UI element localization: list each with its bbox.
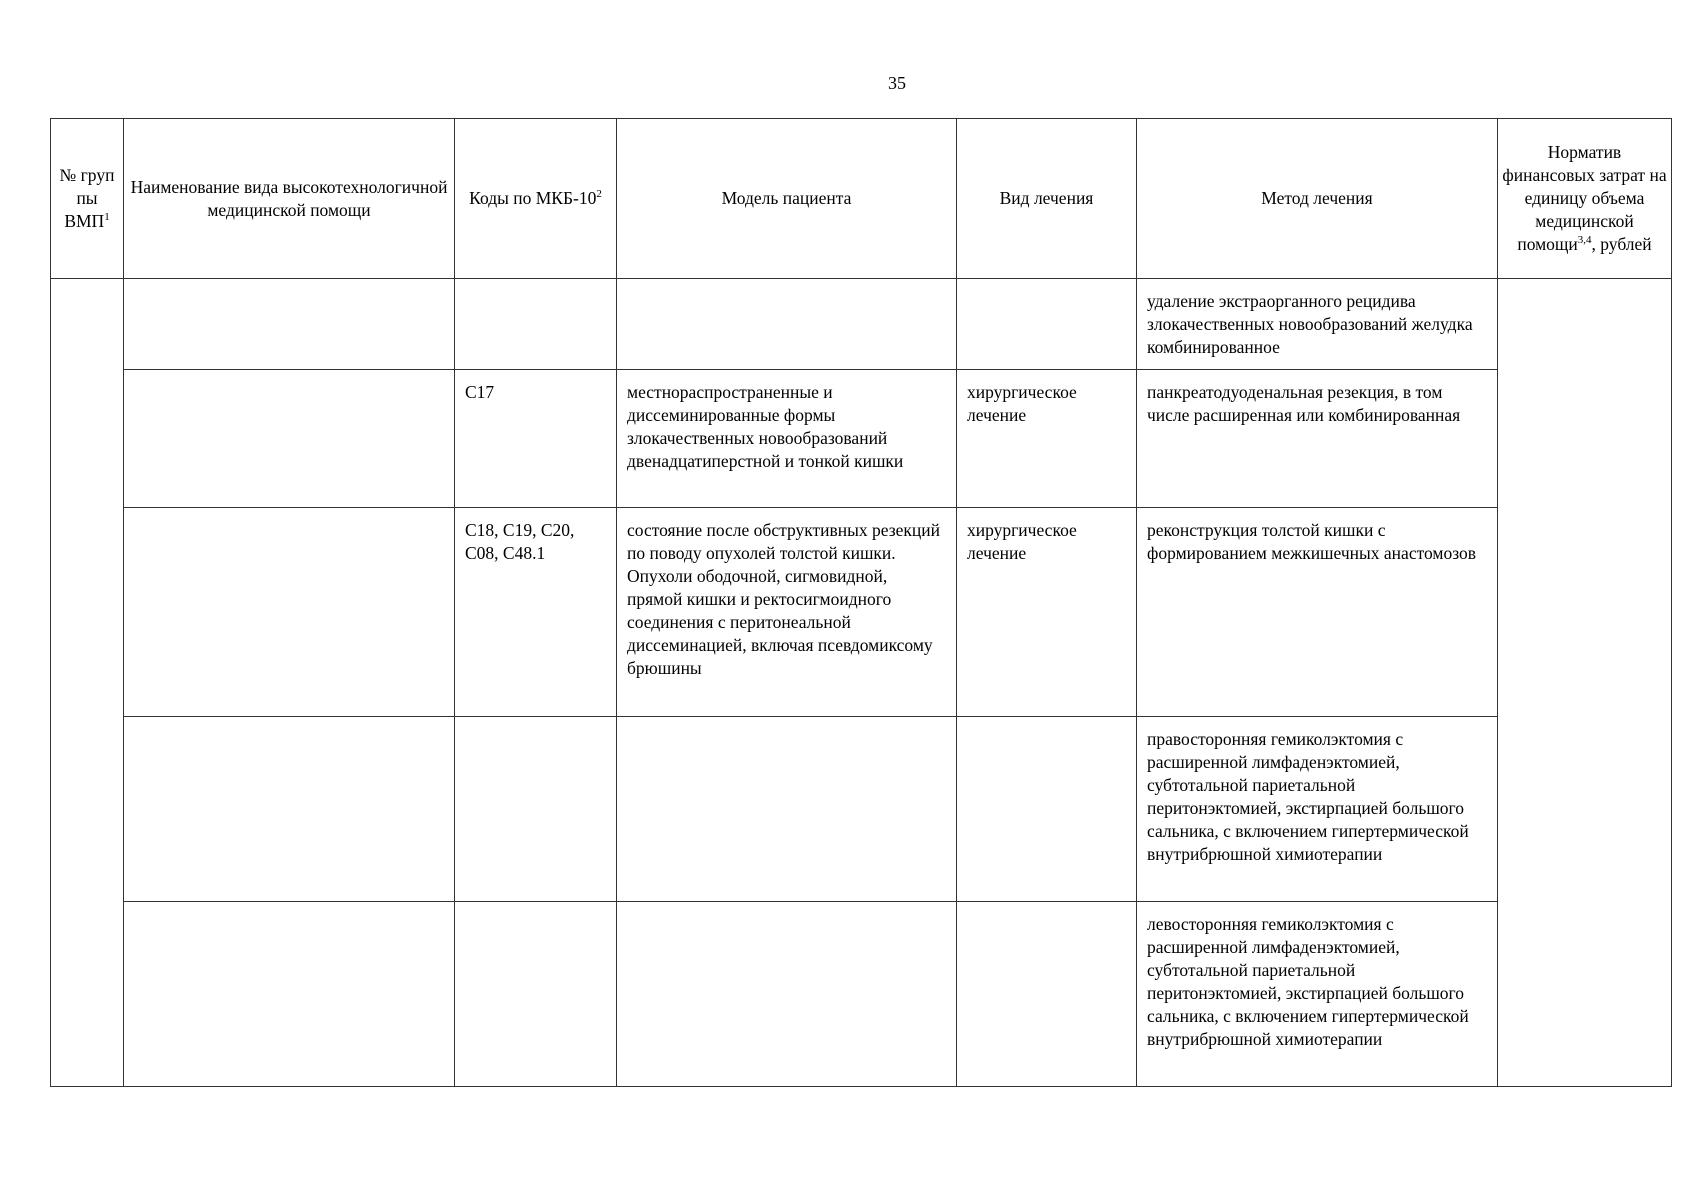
treatment-type-cell: хирургическое лечение xyxy=(957,508,1137,717)
table-row xyxy=(51,717,1672,902)
table-row xyxy=(51,279,1672,370)
group-number-cell xyxy=(51,279,124,1087)
treatment-type-cell: хирургическое лечение xyxy=(957,370,1137,508)
treatment-type-cell xyxy=(957,279,1137,370)
table-header xyxy=(51,119,1672,279)
patient-model-cell xyxy=(617,717,957,902)
table-row xyxy=(51,370,1672,508)
treatment-method-cell: левосторонняя гемиколэктомия с расширенной лимфаденэктомией, субтотальной париетальной перитонэктомией, экстирпацией большого сальника, с включением гипертермической внутрибрюшной химиотерапии xyxy=(1137,902,1498,1087)
patient-model-cell: местнораспространенные и диссеминированные формы злокачественных новообразований двенадцатиперстной и тонкой кишки xyxy=(617,370,957,508)
treatment-method-cell: панкреатодуоденальная резекция, в том числе расширенная или комбинированная xyxy=(1137,370,1498,508)
header-row xyxy=(51,119,1672,279)
care-type-name-cell xyxy=(124,279,455,370)
icd-code-cell xyxy=(455,279,617,370)
treatment-method-cell: удаление экстраорганного рецидива злокачественных новообразований желудка комбинированное xyxy=(1137,279,1498,370)
treatment-type-cell xyxy=(957,717,1137,902)
vmp-table xyxy=(50,118,1672,1087)
treatment-type-cell xyxy=(957,902,1137,1087)
patient-model-cell xyxy=(617,902,957,1087)
patient-model-cell: состояние после обструктивных резекций по поводу опухолей толстой кишки. Опухоли ободочной, сигмовидной, прямой кишки и ректосигмоидного соединения с перитонеальной диссеминацией, включая псевдомиксому брюшины xyxy=(617,508,957,717)
table-row xyxy=(51,902,1672,1087)
icd-code-cell xyxy=(455,902,617,1087)
table-body xyxy=(51,279,1672,1087)
patient-model-cell xyxy=(617,279,957,370)
treatment-method-cell: правосторонняя гемиколэктомия с расширенной лимфаденэктомией, субтотальной париетальной перитонэктомией, экстирпацией большого сальника, с включением гипертермической внутрибрюшной химиотерапии xyxy=(1137,717,1498,902)
cost-norm-cell xyxy=(1498,279,1672,1087)
page-number: 35 xyxy=(888,73,906,93)
care-type-name-cell xyxy=(124,508,455,717)
care-type-name-cell xyxy=(124,370,455,508)
header-group-number: № груп пы ВМП$^1$ xyxy=(51,119,124,279)
header-icd-codes: Коды по МКБ-$10^2$ xyxy=(455,119,617,279)
table-row xyxy=(51,508,1672,717)
icd-code-cell: С18, С19, С20, С08, С48.1 xyxy=(455,508,617,717)
icd-code-cell xyxy=(455,717,617,902)
icd-code-cell: С17 xyxy=(455,370,617,508)
header-patient-model: Модель пациента xyxy=(617,119,957,279)
header-treatment-method: Метод лечения xyxy=(1137,119,1498,279)
treatment-method-cell: реконструкция толстой кишки с формированием межкишечных анастомозов xyxy=(1137,508,1498,717)
header-cost-norm: Норматив финансовых затрат на единицу объема медицинской помощи$^{3,4}$, рублей xyxy=(1498,119,1672,279)
care-type-name-cell xyxy=(124,902,455,1087)
header-care-type-name: Наименование вида высокотехнологичной медицинской помощи xyxy=(124,119,455,279)
header-treatment-type: Вид лечения xyxy=(957,119,1137,279)
care-type-name-cell xyxy=(124,717,455,902)
